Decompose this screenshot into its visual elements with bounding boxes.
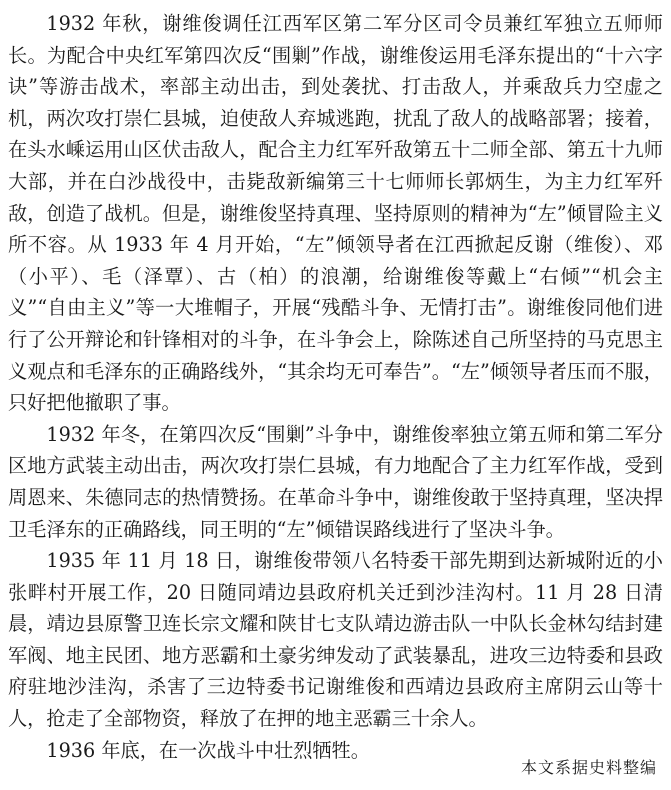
source-note: 本文系据史料整编 (520, 758, 657, 777)
paragraph-1932-winter: 1932 年冬，在第四次反“围剿”斗争中，谢维俊率独立第五师和第二军分区地方武装主动出击，两次攻打崇仁县城，有力地配合了主力红军作战，受到周恩来、朱德同志的热情赞扬。在革命斗争中，谢维俊敢于坚持真理，坚决捍卫毛泽东的正确路线，同王明的“左”倾错误路线进行了坚决斗争。 (8, 422, 663, 541)
paragraph-1932-autumn: 1932 年秋，谢维俊调任江西军区第二军分区司令员兼红军独立五师师长。为配合中央红军第四次反“围剿”作战，谢维俊运用毛泽东提出的“十六字诀”等游击战术，率部主动出击，到处袭扰、打击敌人，并乘敌兵力空虚之机，两次攻打崇仁县城，迫使敌人弃城逃跑，扰乱了敌人的战略部署；接着，在头水嵊运用山区伏击敌人，配合主力红军歼敌第五十二师全部、第五十九师大部，并在白沙战役中，击毙敌新编第三十七师师长郭炳生，为主力红军歼敌，创造了战机。但是，谢维俊坚持真理、坚持原则的精神为“左”倾冒险主义所不容。从 1933 年 4 月开始，“左”倾领导者在江西掀起反谢（维俊）、邓（小平）、毛（泽覃）、古（柏）的浪潮，给谢维俊等戴上“右倾”“机会主义”“自由主义”等一大堆帽子，开展“残酷斗争、无情打击”。谢维俊同他们进行了公开辩论和针锋相对的斗争，在斗争会上，除陈述自己所坚持的马克思主义观点和毛泽东的正确路线外，“其余均无可奉告”。“左”倾领导者压而不服，只好把他撤职了事。 (8, 12, 663, 415)
paragraph-1936: 1936 年底，在一次战斗中壮烈牺牲。 (46, 738, 370, 762)
paragraph-1935: 1935 年 11 月 18 日，谢维俊带领八名特委干部先期到达新城附近的小张畔村开展工作，20 日随同靖边县政府机关迁到沙洼沟村。11 月 28 日清晨，靖边县原警卫连长宗文耀和陕甘七支队靖边游击队一中队长金林勾结封建军阀、地主民团、地方恶霸和土豪劣绅发动了武装暴乱，进攻三边特委和县政府驻地沙洼沟，杀害了三边特委书记谢维俊和西靖边县政府主席阴云山等十人，抢走了全部物资，释放了在押的地主恶霸三十余人。 (8, 549, 663, 731)
